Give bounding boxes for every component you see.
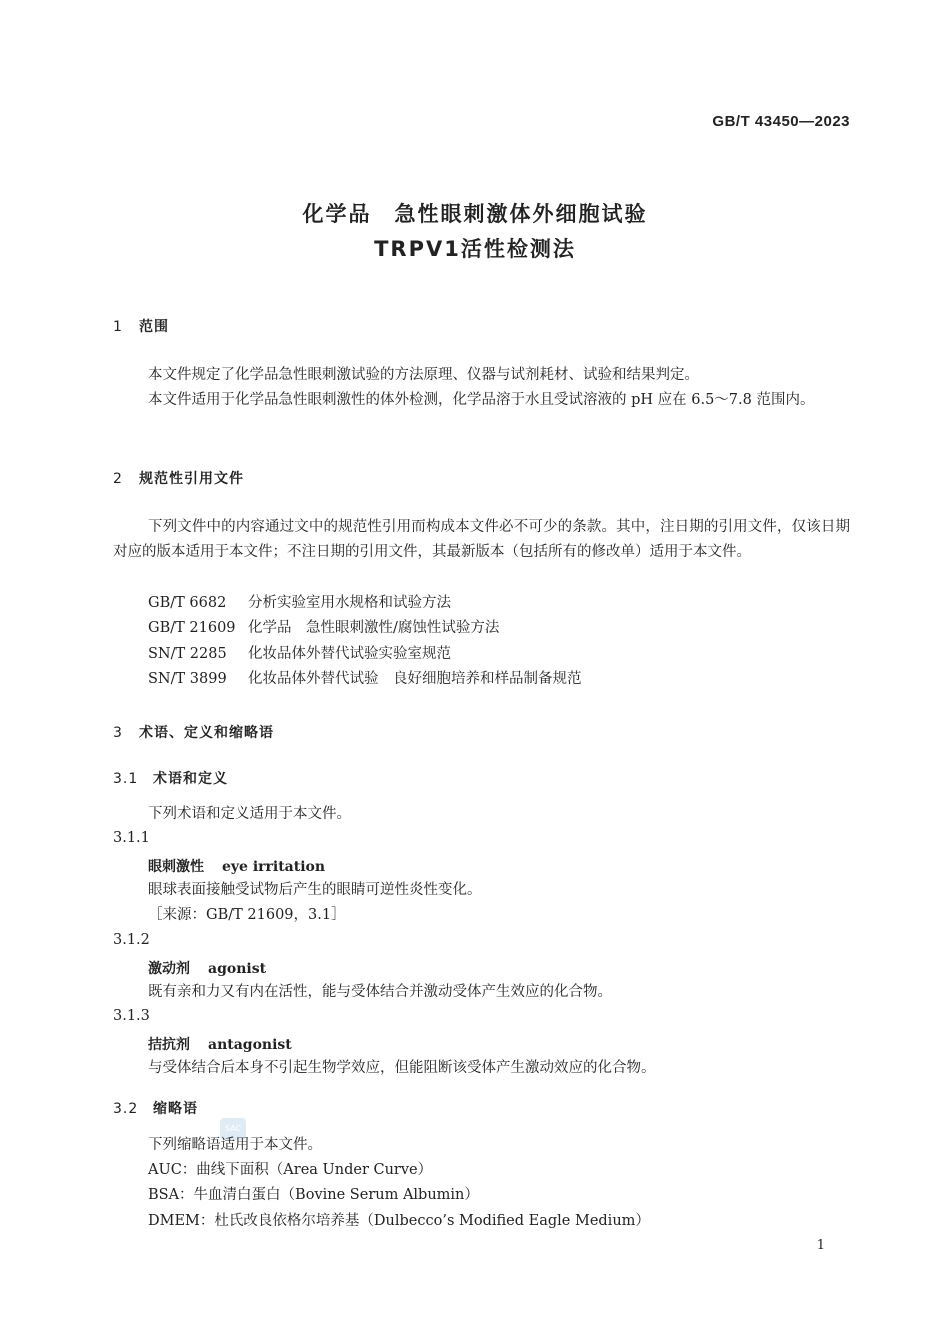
term-heading [148, 1034, 292, 1054]
term-definition: 眼球表面接触受试物后产生的眼睛可逆性炎性变化。 [148, 882, 482, 898]
subsection-3-2-heading [113, 1098, 198, 1118]
term-zh: 激动剂 [148, 961, 190, 977]
term-number: 3.1.1 [113, 830, 150, 846]
reference-item [148, 616, 499, 641]
section-number: 3 [113, 725, 123, 741]
document-title-line2: TRPV1活性检测法 [374, 237, 576, 261]
watermark-logo: SAC [220, 1118, 246, 1140]
reference-item [148, 591, 451, 616]
standard-number: GB/T 43450—2023 [712, 113, 850, 130]
term-en: eye irritation [222, 859, 326, 875]
section-title: 术语和定义 [153, 771, 228, 787]
section-3-heading [113, 722, 274, 742]
abbreviation-item: AUC：曲线下面积（Area Under Curve） [148, 1162, 433, 1178]
reference-item [148, 642, 451, 667]
section-title: 术语、定义和缩略语 [139, 725, 274, 741]
term-heading [148, 856, 325, 876]
paragraph: 下列文件中的内容通过文中的规范性引用而构成本文件必不可少的条款。其中，注日期的引用文件，仅该日期对应的版本适用于本文件；不注日期的引用文件，其最新版本（包括所有的修改单）适用于本文件。 [113, 519, 850, 560]
term-zh: 眼刺激性 [148, 859, 204, 875]
section-1-heading [113, 316, 169, 336]
paragraph: 本文件规定了化学品急性眼刺激试验的方法原理、仪器与试剂耗材、试验和结果判定。 [148, 367, 699, 383]
term-zh: 拮抗剂 [148, 1037, 190, 1053]
term-number: 3.1.2 [113, 932, 150, 948]
section-number: 3.1 [113, 771, 139, 787]
paragraph: 本文件适用于化学品急性眼刺激性的体外检测，化学品溶于水且受试溶液的 pH 应在 6.5～7.8 范围内。 [148, 392, 815, 408]
document-title-line1: 化学品 急性眼刺激体外细胞试验 [302, 202, 648, 226]
reference-item [148, 667, 582, 692]
term-heading [148, 958, 266, 978]
reference-code: GB/T 21609 [148, 620, 236, 636]
reference-name: 化妆品体外替代试验 良好细胞培养和样品制备规范 [248, 671, 582, 687]
abbreviation-item: BSA：牛血清白蛋白（Bovine Serum Albumin） [148, 1187, 479, 1203]
paragraph: 下列术语和定义适用于本文件。 [148, 806, 351, 822]
section-title: 缩略语 [153, 1101, 198, 1117]
term-en: agonist [208, 961, 267, 977]
section-number: 3.2 [113, 1101, 139, 1117]
reference-name: 分析实验室用水规格和试验方法 [248, 595, 451, 611]
reference-name: 化妆品体外替代试验实验室规范 [248, 646, 451, 662]
term-number: 3.1.3 [113, 1008, 150, 1024]
section-2-heading [113, 468, 244, 488]
paragraph: 下列缩略语适用于本文件。 [148, 1137, 322, 1153]
section-number: 2 [113, 471, 123, 487]
page-number: 1 [816, 1238, 825, 1253]
section-number: 1 [113, 319, 123, 335]
reference-code: SN/T 2285 [148, 646, 227, 662]
term-definition: 既有亲和力又有内在活性，能与受体结合并激动受体产生效应的化合物。 [148, 984, 612, 1000]
section-title: 范围 [139, 319, 169, 335]
term-source: ［来源：GB/T 21609，3.1］ [148, 907, 346, 923]
abbreviation-item: DMEM：杜氏改良依格尔培养基（Dulbecco’s Modified Eagle Medium） [148, 1213, 650, 1229]
section-title: 规范性引用文件 [139, 471, 244, 487]
reference-name: 化学品 急性眼刺激性/腐蚀性试验方法 [248, 620, 500, 636]
term-definition: 与受体结合后本身不引起生物学效应，但能阻断该受体产生激动效应的化合物。 [148, 1060, 656, 1076]
subsection-3-1-heading [113, 768, 228, 788]
reference-code: SN/T 3899 [148, 671, 227, 687]
term-en: antagonist [208, 1037, 292, 1053]
reference-code: GB/T 6682 [148, 595, 227, 611]
